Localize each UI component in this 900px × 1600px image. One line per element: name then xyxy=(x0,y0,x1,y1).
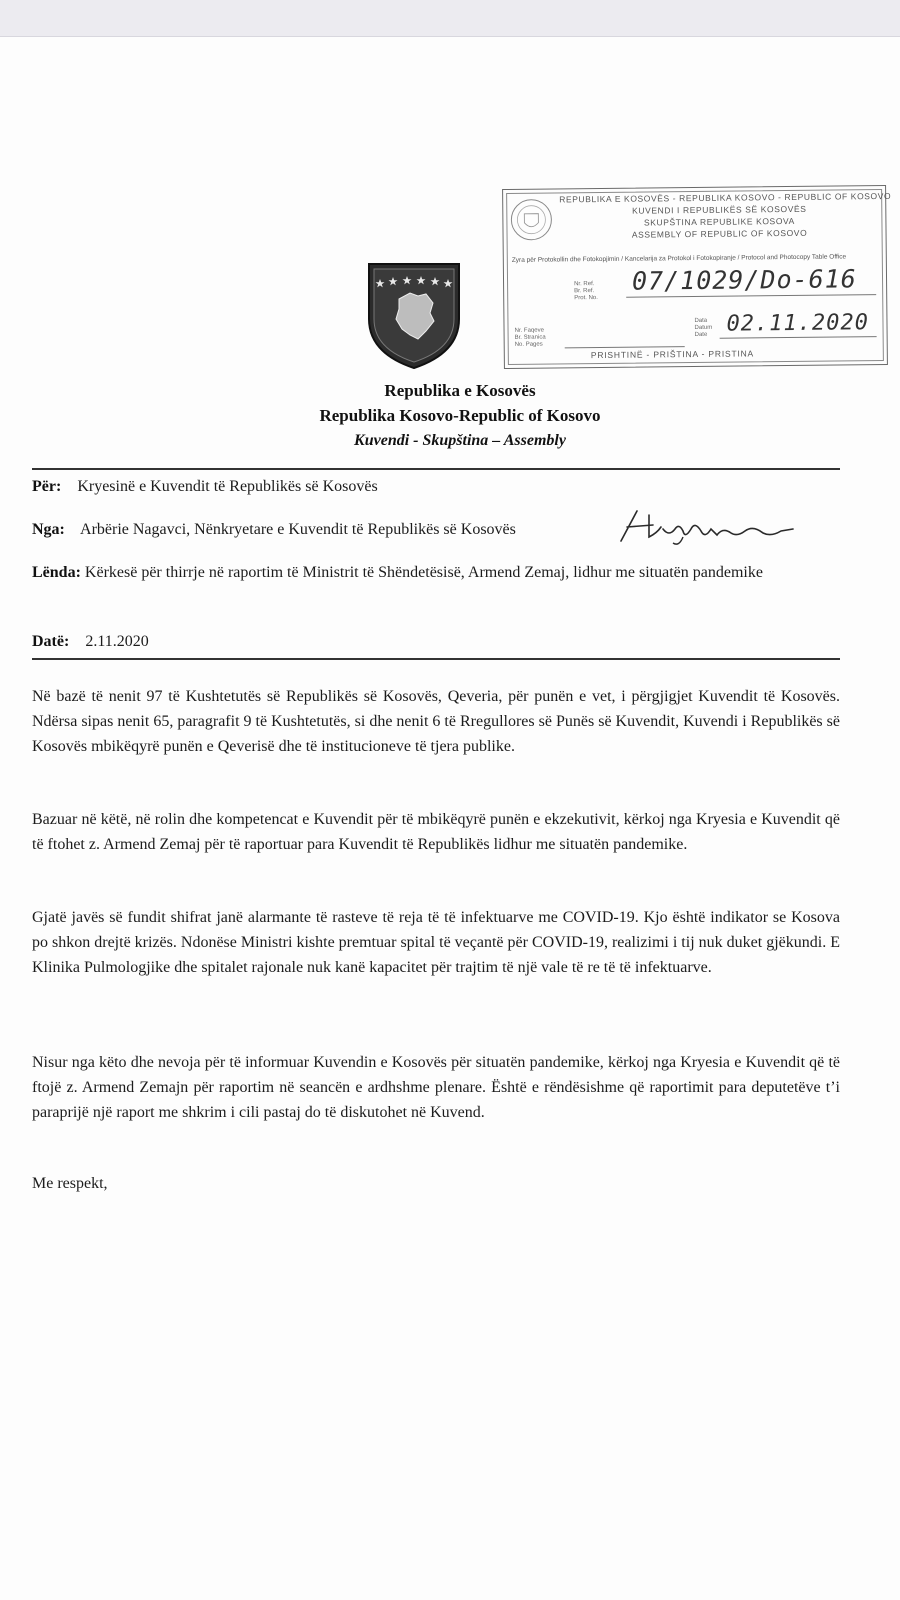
stamp-seal-icon xyxy=(509,197,553,241)
kosovo-emblem-icon xyxy=(366,261,462,371)
paragraph-4: Nisur nga këto dhe nevoja për të informuar Kuvendin e Kosovës për situatën pandemike, kërkoj nga Kryesia e Kuvendit që të ftojë z. Armend Zemajn për raportim në seancën e ardhshme plenare. Është e rëndësishme që raportimit para deputetëve t’i paraprijë një raport me shkrim i cili pastaj do të diskutohet në Kuvend. xyxy=(32,1054,840,1121)
header-republic-albanian: Republika e Kosovës xyxy=(384,381,536,400)
paragraph-2: Bazuar në këtë, në rolin dhe kompetencat e Kuvendit për të mbikëqyrë punën e ekzekutivit, kërkoj nga Kryesia e Kuvendit që të ftohet z. Armend Zemaj për të raportuar para Kuvendit të Republikës lidhur me situatën pandemike. xyxy=(32,811,840,853)
date-value: 2.11.2020 xyxy=(85,633,149,650)
paragraph-3: Gjatë javës së fundit shifrat janë alarmante të rasteve të reja të të infektuarve me COVID-19. Kjo është indikator se Kosova po shkon drejtë krizës. Ndonëse Ministri kishte premtuar spital të veçantë për COVID-19, realizimi i tij nuk duket gjëkundi. E Klinika Pulmologjike dhe spitalet rajonale nuk kanë kapacitet për trajtim të një vale të re të të infektuarve. xyxy=(32,909,840,976)
to-label: Për: xyxy=(32,478,62,495)
header-assembly: Kuvendi - Skupština – Assembly xyxy=(354,432,566,449)
registration-stamp xyxy=(502,185,892,369)
divider xyxy=(32,468,840,470)
stamp-header-line: KUVENDI I REPUBLIKËS SË KOSOVËS xyxy=(631,203,807,216)
to-value: Kryesinë e Kuvendit të Republikës së Kosovës xyxy=(77,478,378,495)
stamp-date-labels: Data Datum Date xyxy=(694,317,713,339)
from-label: Nga: xyxy=(32,521,65,538)
closing: Me respekt, xyxy=(32,1175,108,1192)
subject-label: Lënda: xyxy=(32,564,81,581)
divider xyxy=(32,658,840,660)
date-label: Datë: xyxy=(32,633,70,650)
from-value: Arbërie Nagavci, Nënkryetare e Kuvendit të Republikës së Kosovës xyxy=(80,521,516,538)
stamp-date: 02.11.2020 xyxy=(726,310,870,337)
signature xyxy=(613,507,828,547)
field-from xyxy=(32,519,516,541)
field-to xyxy=(32,476,378,498)
stamp-header-line: REPUBLIKA E KOSOVËS - REPUBLIKA KOSOVO - REPUBLIC OF KOSOVO xyxy=(559,190,892,205)
stamp-header-line: ASSEMBLY OF REPUBLIC OF KOSOVO xyxy=(631,227,808,240)
field-subject xyxy=(32,562,840,584)
stamp-office: Zyra për Protokollin dhe Fotokopjimin / Kancelarija za Protokol i Fotokopiranje / Protocol and Photocopy Table Office xyxy=(511,253,847,264)
field-date xyxy=(32,631,149,653)
subject-value: Kërkesë për thirrje në raportim të Ministrit të Shëndetësisë, Armend Zemaj, lidhur me situatën pandemike xyxy=(84,564,763,581)
stamp-attachment-labels: Nr. Faqeve Br. Stranica No. Pages xyxy=(514,327,546,348)
header-republic-multilingual: Republika Kosovo-Republic of Kosovo xyxy=(319,406,601,425)
stamp-reference-number: 07/1029/Do-616 xyxy=(631,264,857,296)
paragraph-1: Në bazë të nenit 97 të Kushtetutës së Republikës së Kosovës, Qeveria, për punën e vet, i përgjigjet Kuvendit të Kosovës. Ndërsa sipas nenit 65, paragrafit 9 të Kushtetutës, si dhe nenit 6 të Rregullores së Punës së Kuvendit, Kuvendi i Republikës së Kosovës mbikëqyrë punën e Qeverisë dhe të institucioneve të tjera publike. xyxy=(32,688,840,755)
status-bar xyxy=(0,0,900,37)
stamp-footer: PRISHTINË - PRIŠTINA - PRISTINA xyxy=(590,348,755,361)
stamp-number-labels: Nr. Ref. Br. Ref. Prot. No. xyxy=(574,281,598,302)
stamp-header-line: SKUPŠTINA REPUBLIKE KOSOVA xyxy=(643,215,795,228)
